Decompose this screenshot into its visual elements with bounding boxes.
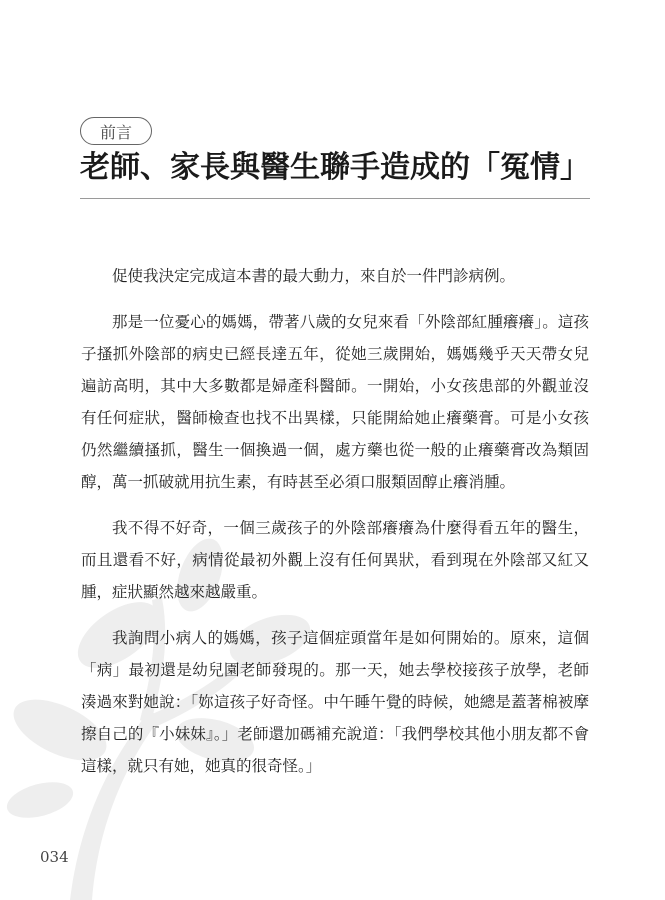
title-divider — [80, 198, 590, 199]
chapter-title: 老師、家長與醫生聯手造成的「冤情」 — [80, 150, 590, 185]
paragraph: 那是一位憂心的媽媽，帶著八歲的女兒來看「外陰部紅腫癢癢」。這孩子搔抓外陰部的病史已經長達五年，從她三歲開始，媽媽幾乎天天帶女兒遍訪高明，其中大多數都是婦產科醫師。一開始，小女孩患部的外觀並沒有任何症狀，醫師檢查也找不出異樣，只能開給她止癢藥膏。可是小女孩仍然繼續搔抓，醫生一個換過一個，處方藥也從一般的止癢藥膏改為類固醇，萬一抓破就用抗生素，有時甚至必須口服類固醇止癢消腫。 — [81, 313, 589, 491]
section-tag: 前言 — [80, 117, 152, 145]
paragraph: 促使我決定完成這本書的最大動力，來自於一件門診病例。 — [112, 267, 516, 285]
page-number: 034 — [40, 848, 69, 866]
paragraph: 我不得不好奇，一個三歲孩子的外陰部癢癢為什麼得看五年的醫生，而且還看不好，病情從最初外觀上沒有任何異狀，看到現在外陰部又紅又腫，症狀顯然越來越嚴重。 — [81, 519, 589, 601]
paragraph: 我詢問小病人的媽媽，孩子這個症頭當年是如何開始的。原來，這個「病」最初還是幼兒園老師發現的。那一天，她去學校接孩子放學，老師湊過來對她說：「妳這孩子好奇怪。中午睡午覺的時候，她總是蓋著棉被摩擦自己的『小妹妹』。」老師還加碼補充說道：「我們學校其他小朋友都不會這樣，就只有她，她真的很奇怪。」 — [81, 629, 589, 775]
body-text — [81, 260, 589, 796]
